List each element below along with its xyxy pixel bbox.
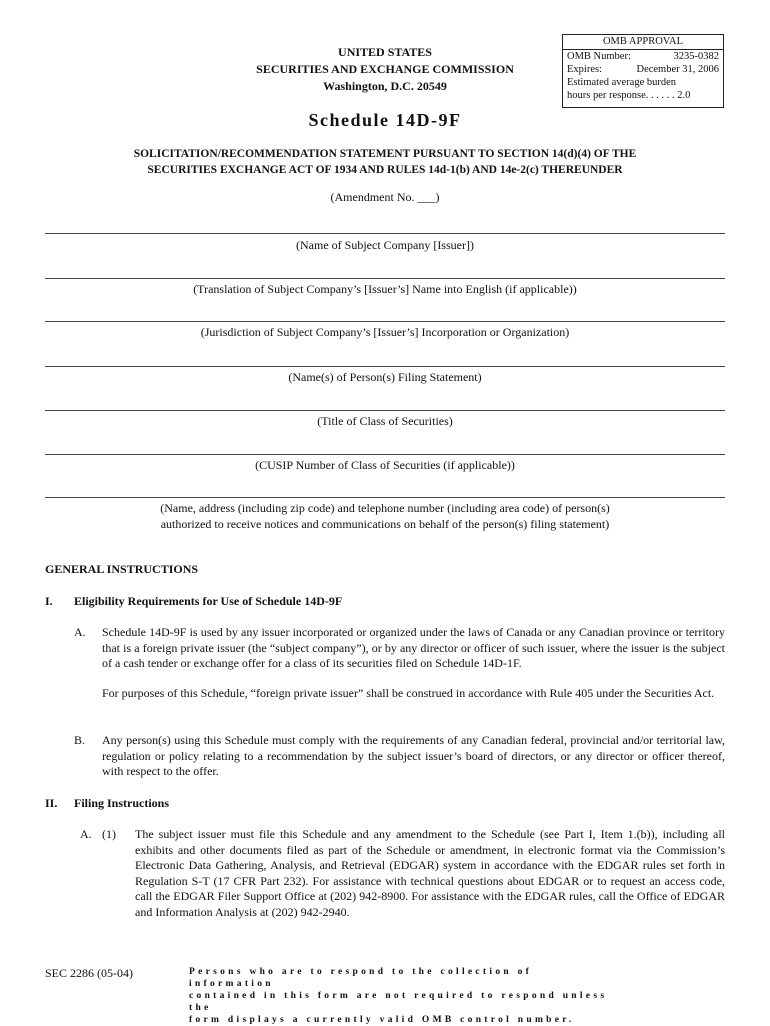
agency-line1: UNITED STATES [338,45,432,59]
section1-b-label: B. [74,733,86,747]
amendment-number: (Amendment No. ___) [330,190,440,204]
section1-b-text: Any person(s) using this Schedule must comply with the requirements of any Canadian federal, provincial and/or territorial law, regulation or policy relating to a recommendation by the subject issuer’s board of directors, or any director or officer thereof, with respect to the offer. [102,733,725,778]
agency-line2: SECURITIES AND EXCHANGE COMMISSION [256,62,514,76]
section2-number: II. [45,796,58,810]
field-line-class-title[interactable] [45,410,725,411]
omb-header: OMB APPROVAL [563,35,723,50]
section1-a-label: A. [74,625,86,639]
field-caption-translation: (Translation of Subject Company’s [Issuer’s] Name into English (if applicable)) [193,282,577,296]
field-caption-jurisdiction: (Jurisdiction of Subject Company’s [Issuer’s] Incorporation or Organization) [200,325,570,339]
subtitle-line2: SECURITIES EXCHANGE ACT OF 1934 AND RULES 14d-1(b) AND 14e-2(c) THEREUNDER [147,164,623,176]
field-caption-contact [45,500,725,532]
omb-approval-box [562,34,724,108]
field-caption-class-title: (Title of Class of Securities) [317,414,453,428]
field-caption-filing-persons: (Name(s) of Person(s) Filing Statement) [288,370,482,384]
contact-caption-line1: (Name, address (including zip code) and telephone number (including area code) of person(s) [160,501,610,515]
section1-a-text: Schedule 14D-9F is used by any issuer incorporated or organized under the laws of Canada or any Canadian province or territory that is a foreign private issuer (the “subject company”), or by any director or officer of such issuer, where the issuer is the subject of a cash tender or exchange offer for a class of its securities filed on Schedule 14D-1F. [102,625,725,670]
field-caption-cusip: (CUSIP Number of Class of Securities (if applicable)) [255,458,515,472]
omb-notice-line2: contained in this form are not required to respond unless the [189,991,608,1013]
section1-title: Eligibility Requirements for Use of Schedule 14D-9F [74,594,343,608]
section2-a1-text: The subject issuer must file this Schedule and any amendment to the Schedule (see Part I, Item 1.(b)), including all exhibits and other documents filed as part of the Schedule or amendment, in electronic format via the Commission’s Electronic Data Gathering, Analysis, and Retrieval (EDGAR) system in accordance with the EDGAR rules set forth in Regulation S-T (17 CFR Part 232). For assistance with technical questions about EDGAR or to request an access code, call the EDGAR Filer Support Office at (202) 942-8900. For assistance with the EDGAR rules, call the Office of EDGAR and Information Analysis at (202) 942-2940. [135,827,725,919]
section2-title: Filing Instructions [74,796,170,810]
page-title: Schedule 14D-9F [308,110,462,130]
field-line-cusip[interactable] [45,454,725,455]
field-caption-subject-company: (Name of Subject Company [Issuer]) [296,238,474,252]
agency-block [225,44,545,95]
field-line-translation[interactable] [45,278,725,279]
section2-a1-label: (1) [102,827,116,841]
omb-expires-value: December 31, 2006 [636,64,719,75]
field-line-filing-persons[interactable] [45,366,725,367]
contact-caption-line2: authorized to receive notices and communications on behalf of the person(s) filing statement) [160,517,610,531]
omb-number-value: 3235-0382 [673,51,719,62]
omb-number-row [563,50,723,63]
field-line-jurisdiction[interactable] [45,321,725,322]
omb-expires-row [563,63,723,76]
omb-number-label: OMB Number: [567,51,631,62]
subtitle-block [40,146,730,178]
agency-line3: Washington, D.C. 20549 [323,79,447,93]
omb-notice [189,966,609,1026]
section1-a-text2: For purposes of this Schedule, “foreign private issuer” shall be construed in accordance with Rule 405 under the Securities Act. [102,686,715,700]
general-instructions-heading: GENERAL INSTRUCTIONS [45,562,199,576]
field-line-subject-company[interactable] [45,233,725,234]
omb-notice-line3: form displays a currently valid OMB control number. [189,1015,575,1025]
omb-burden-line2: hours per response. . . . . . 2.0 [567,90,691,101]
omb-expires-label: Expires: [567,64,602,75]
field-line-contact[interactable] [45,497,725,498]
section1-number: I. [45,594,53,608]
form-identifier: SEC 2286 (05-04) [45,966,133,980]
omb-notice-line1: Persons who are to respond to the collection of information [189,967,533,989]
subtitle-line1: SOLICITATION/RECOMMENDATION STATEMENT PURSUANT TO SECTION 14(d)(4) OF THE [133,148,637,160]
section2-a-label: A. [80,827,92,841]
omb-burden-line1: Estimated average burden [567,77,677,88]
